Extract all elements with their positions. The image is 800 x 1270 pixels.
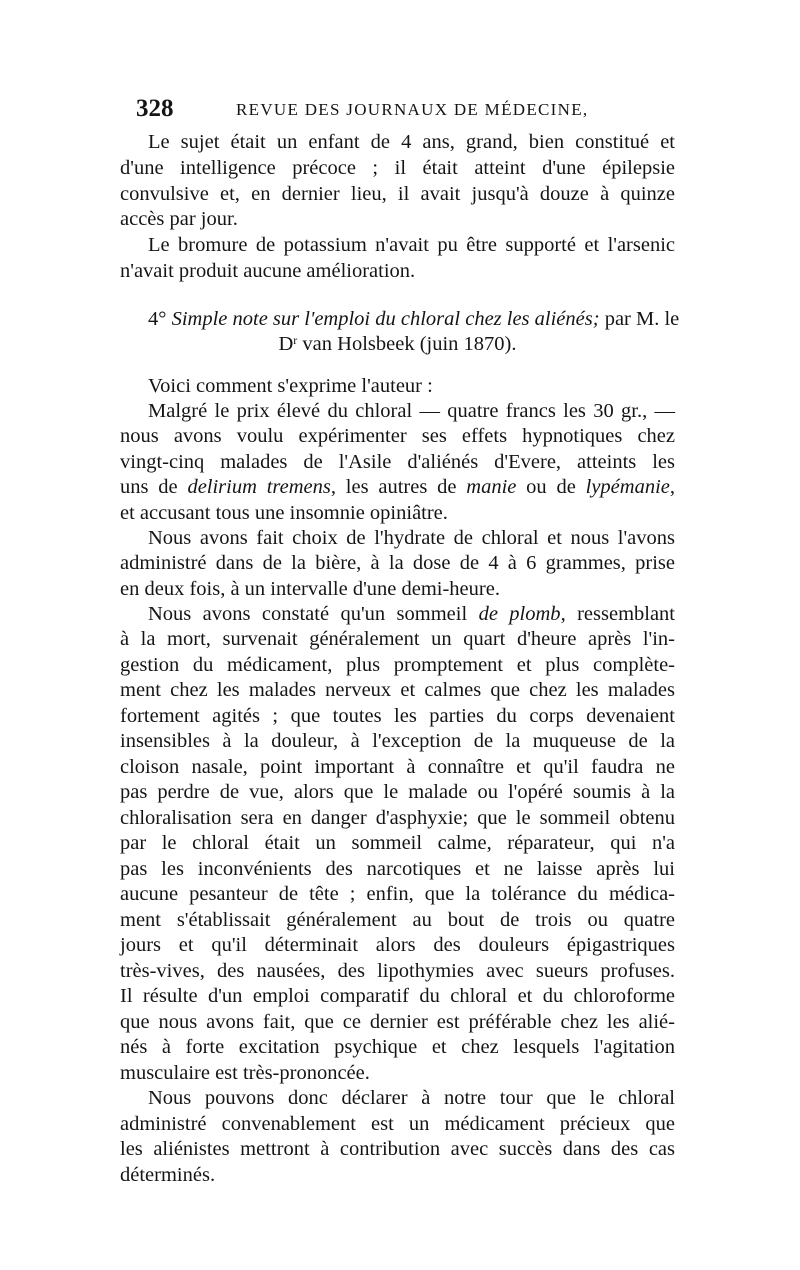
text-line: nous avons voulu expérimenter ses effets hypnotiques chez	[120, 425, 675, 447]
text-line: pas perdre de vue, alors que le malade ou l'opéré soumis à la	[120, 781, 675, 803]
doctor-abbrev-sup: r	[293, 333, 298, 347]
text-line: n'avait produit aucune amélioration.	[120, 260, 416, 282]
text-line: à la mort, survenait généralement un quart d'heure après l'in-	[120, 628, 675, 650]
text-line: par le chloral était un sommeil calme, réparateur, qui n'a	[120, 832, 675, 854]
italic-term: lypémanie	[585, 476, 670, 498]
text-line: cloison nasale, point important à connaître et qu'il faudra ne	[120, 756, 675, 778]
text-line: Nous avons constaté qu'un sommeil de plomb, ressemblant	[148, 603, 675, 625]
text-line: Malgré le prix élevé du chloral — quatre francs les 30 gr., —	[148, 400, 675, 422]
text-line: nés à forte excitation psychique et chez lesquels l'agitation	[120, 1036, 675, 1058]
text-line: fortement agités ; que toutes les parties du corps devenaient	[120, 705, 675, 727]
running-title: REVUE DES JOURNAUX DE MÉDECINE,	[236, 100, 589, 119]
text-line: Nous avons fait choix de l'hydrate de chloral et nous l'avons	[148, 527, 675, 549]
text-line: uns de delirium tremens, les autres de manie ou de lypémanie,	[120, 476, 675, 498]
text-line: ment s'établissait généralement au bout de trois ou quatre	[120, 909, 675, 931]
page-number: 328	[136, 95, 174, 122]
intro-line: Voici comment s'exprime l'auteur :	[148, 375, 433, 397]
text-line: que nous avons fait, que ce dernier est préférable chez les alié-	[120, 1011, 675, 1033]
text-line: gestion du médicament, plus promptement et plus complète-	[120, 654, 675, 676]
author-date: van Holsbeek (juin 1870).	[297, 333, 517, 355]
page-header	[136, 95, 666, 125]
article-byline: par M. le	[599, 308, 680, 330]
text-line: déterminés.	[120, 1164, 216, 1186]
text-line: ment chez les malades nerveux et calmes que chez les malades	[120, 679, 675, 701]
text-line: pas les inconvénients des narcotiques et ne laisse après lui	[120, 858, 675, 880]
text-line: aucune pesanteur de tête ; enfin, que la tolérance du médica-	[120, 883, 675, 905]
text-line: jours et qu'il déterminait alors des douleurs épigastriques	[120, 934, 675, 956]
text-line: Il résulte d'un emploi comparatif du chloral et du chloroforme	[120, 985, 675, 1007]
text-line: très-vives, des nausées, des lipothymies avec sueurs profuses.	[120, 960, 675, 982]
text-line: musculaire est très-prononcée.	[120, 1062, 370, 1084]
article-title	[148, 306, 680, 332]
text-line: Le bromure de potassium n'avait pu être supporté et l'arsenic	[148, 234, 675, 256]
text-line: et accusant tous une insomnie opiniâtre.	[120, 502, 448, 524]
text-line: en deux fois, à un intervalle d'une demi-heure.	[120, 578, 500, 600]
text-line: Nous pouvons donc déclarer à notre tour que le chloral	[148, 1087, 675, 1109]
article-number: 4°	[148, 308, 167, 330]
text-line: insensibles à la douleur, à l'exception de la muqueuse de la	[120, 730, 675, 752]
italic-term: manie	[466, 476, 517, 498]
italic-term: delirium tremens	[187, 476, 331, 498]
text-line: administré dans de la bière, à la dose de 4 à 6 grammes, prise	[120, 552, 675, 574]
text-line: Le sujet était un enfant de 4 ans, grand, bien constitué et	[148, 131, 675, 153]
article-author	[120, 331, 675, 357]
doctor-abbrev: D	[278, 333, 294, 355]
text-line: convulsive et, en dernier lieu, il avait jusqu'à douze à quinze	[120, 183, 675, 205]
italic-term: de plomb	[478, 603, 561, 625]
text-line: accès par jour.	[120, 208, 238, 230]
text-line: administré convenablement est un médicament précieux que	[120, 1113, 675, 1135]
text-line: chloralisation sera en danger d'asphyxie; que le sommeil obtenu	[120, 807, 675, 829]
text-line: vingt-cinq malades de l'Asile d'aliénés d'Evere, atteints les	[120, 451, 675, 473]
text-line: les aliénistes mettront à contribution avec succès dans des cas	[120, 1138, 675, 1160]
text-line: d'une intelligence précoce ; il était atteint d'une épilepsie	[120, 157, 675, 179]
article-title-italic: Simple note sur l'emploi du chloral chez les aliénés;	[171, 308, 600, 330]
